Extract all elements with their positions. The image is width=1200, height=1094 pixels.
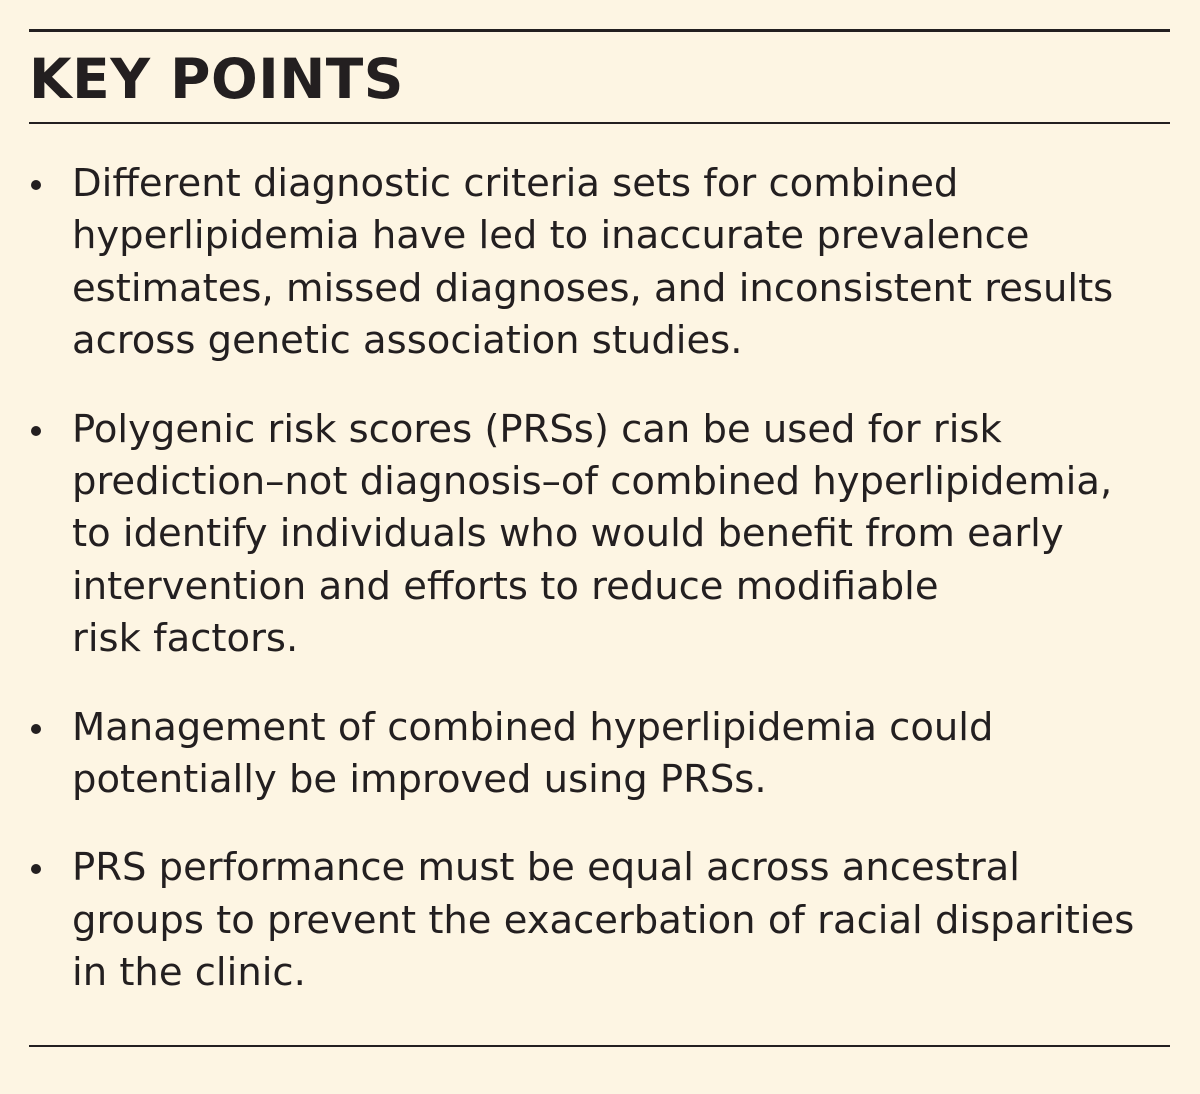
key-point-3 (29, 702, 1170, 807)
key-point-2 (29, 404, 1170, 666)
bullet-icon (31, 864, 41, 874)
bullet-icon (31, 724, 41, 734)
point-line: Management of combined hyperlipidemia could (72, 704, 994, 750)
point-line: Different diagnostic criteria sets for combined (72, 161, 959, 206)
point-line: hyperlipidemia have led to inaccurate prevalence (72, 213, 1030, 259)
bullet-icon (31, 426, 41, 436)
point-line: estimates, missed diagnoses, and inconsistent results (72, 265, 1114, 311)
heading-rule (29, 122, 1170, 124)
box-heading: KEY POINTS (29, 47, 404, 111)
key-point-4 (29, 842, 1170, 999)
point-line: in the clinic. (72, 950, 306, 996)
point-line: to identify individuals who would benefit from early (72, 511, 1064, 557)
point-line: intervention and efforts to reduce modifiable (72, 563, 939, 609)
point-line: PRS performance must be equal across ancestral (72, 845, 1020, 891)
bottom-rule (29, 1045, 1170, 1047)
point-line: potentially be improved using PRSs. (72, 757, 767, 803)
point-line: prediction–not diagnosis–of combined hyperlipidemia, (72, 459, 1113, 505)
point-line: risk factors. (72, 616, 299, 662)
point-line: groups to prevent the exacerbation of racial disparities (72, 897, 1135, 943)
top-rule (29, 29, 1170, 32)
key-points-list (29, 158, 1170, 1036)
point-line: Polygenic risk scores (PRSs) can be used for risk (72, 406, 1002, 452)
point-line: across genetic association studies. (72, 318, 743, 364)
bullet-icon (31, 180, 41, 190)
key-point-1 (29, 158, 1170, 368)
